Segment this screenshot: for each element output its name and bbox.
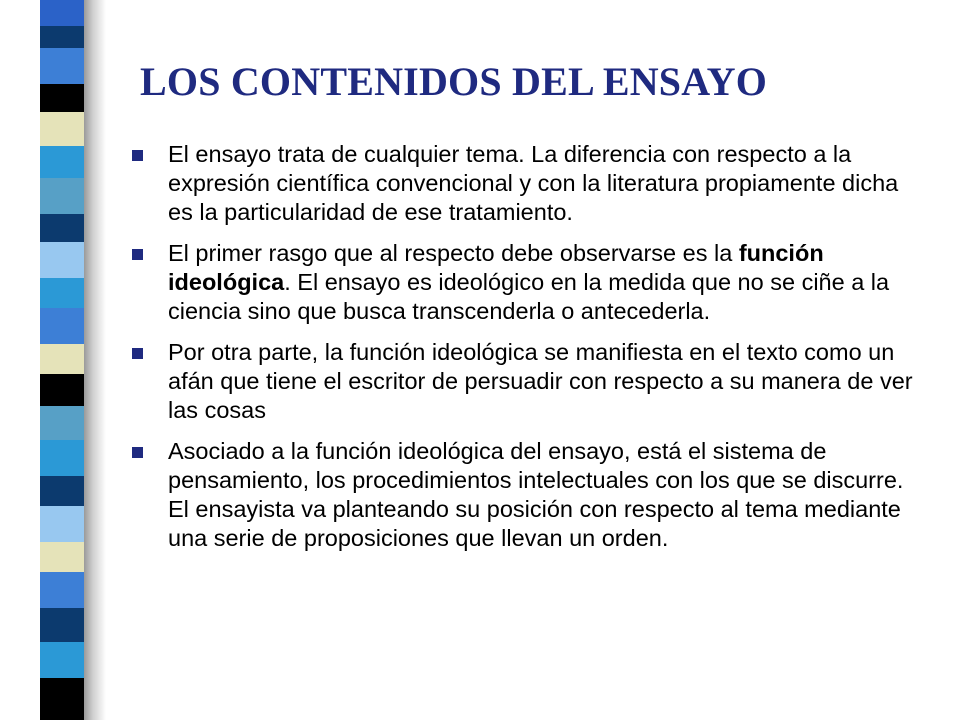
stripe-segment bbox=[40, 178, 84, 214]
stripe-segment bbox=[40, 84, 84, 112]
slide-title: LOS CONTENIDOS DEL ENSAYO bbox=[140, 59, 768, 104]
stripe-segment bbox=[40, 26, 84, 48]
stripe-segment bbox=[40, 440, 84, 476]
bullet-list bbox=[132, 140, 922, 565]
square-bullet-icon bbox=[132, 447, 143, 458]
stripe-segment bbox=[40, 506, 84, 542]
stripe-segment bbox=[40, 146, 84, 178]
bullet-item-4 bbox=[132, 437, 922, 553]
stripe-segment bbox=[40, 0, 84, 26]
stripe-segment bbox=[40, 642, 84, 678]
stripe-segment bbox=[40, 242, 84, 278]
bullet-text-post: . El ensayo es ideológico en la medida que no se ciñe a la ciencia sino que busca transcenderla o antecederla. bbox=[168, 269, 890, 324]
stripe-segment bbox=[40, 214, 84, 242]
decorative-stripe-bar bbox=[40, 0, 84, 720]
bullet-text-pre: El primer rasgo que al respecto debe observarse es la bbox=[168, 240, 739, 266]
square-bullet-icon bbox=[132, 150, 143, 161]
stripe-segment bbox=[40, 542, 84, 572]
stripe-segment bbox=[40, 406, 84, 440]
stripe-segment bbox=[40, 374, 84, 406]
square-bullet-icon bbox=[132, 348, 143, 359]
stripe-segment bbox=[40, 678, 84, 720]
stripe-segment bbox=[40, 344, 84, 374]
square-bullet-icon bbox=[132, 249, 143, 260]
stripe-segment bbox=[40, 48, 84, 84]
bullet-text: Asociado a la función ideológica del ensayo, está el sistema de pensamiento, los procedimientos intelectuales con los que se discurre. El ensayista va planteando su posición con respecto al tema mediante una serie de proposiciones que llevan un orden. bbox=[168, 438, 904, 551]
bullet-item-1 bbox=[132, 140, 922, 227]
bullet-item-3 bbox=[132, 338, 922, 425]
stripe-segment bbox=[40, 278, 84, 308]
stripe-segment bbox=[40, 572, 84, 608]
bullet-text: El ensayo trata de cualquier tema. La diferencia con respecto a la expresión científica convencional y con la literatura propiamente dicha es la particularidad de ese tratamiento. bbox=[168, 141, 899, 225]
stripe-segment bbox=[40, 476, 84, 506]
bullet-text: Por otra parte, la función ideológica se manifiesta en el texto como un afán que tiene el escritor de persuadir con respecto a su manera de ver las cosas bbox=[168, 339, 913, 423]
bullet-item-2 bbox=[132, 239, 922, 326]
stripe-segment bbox=[40, 308, 84, 344]
bullet-text-bold: función ideológica bbox=[168, 240, 824, 295]
stripe-segment bbox=[40, 112, 84, 146]
stripe-shadow bbox=[84, 0, 106, 720]
stripe-segment bbox=[40, 608, 84, 642]
